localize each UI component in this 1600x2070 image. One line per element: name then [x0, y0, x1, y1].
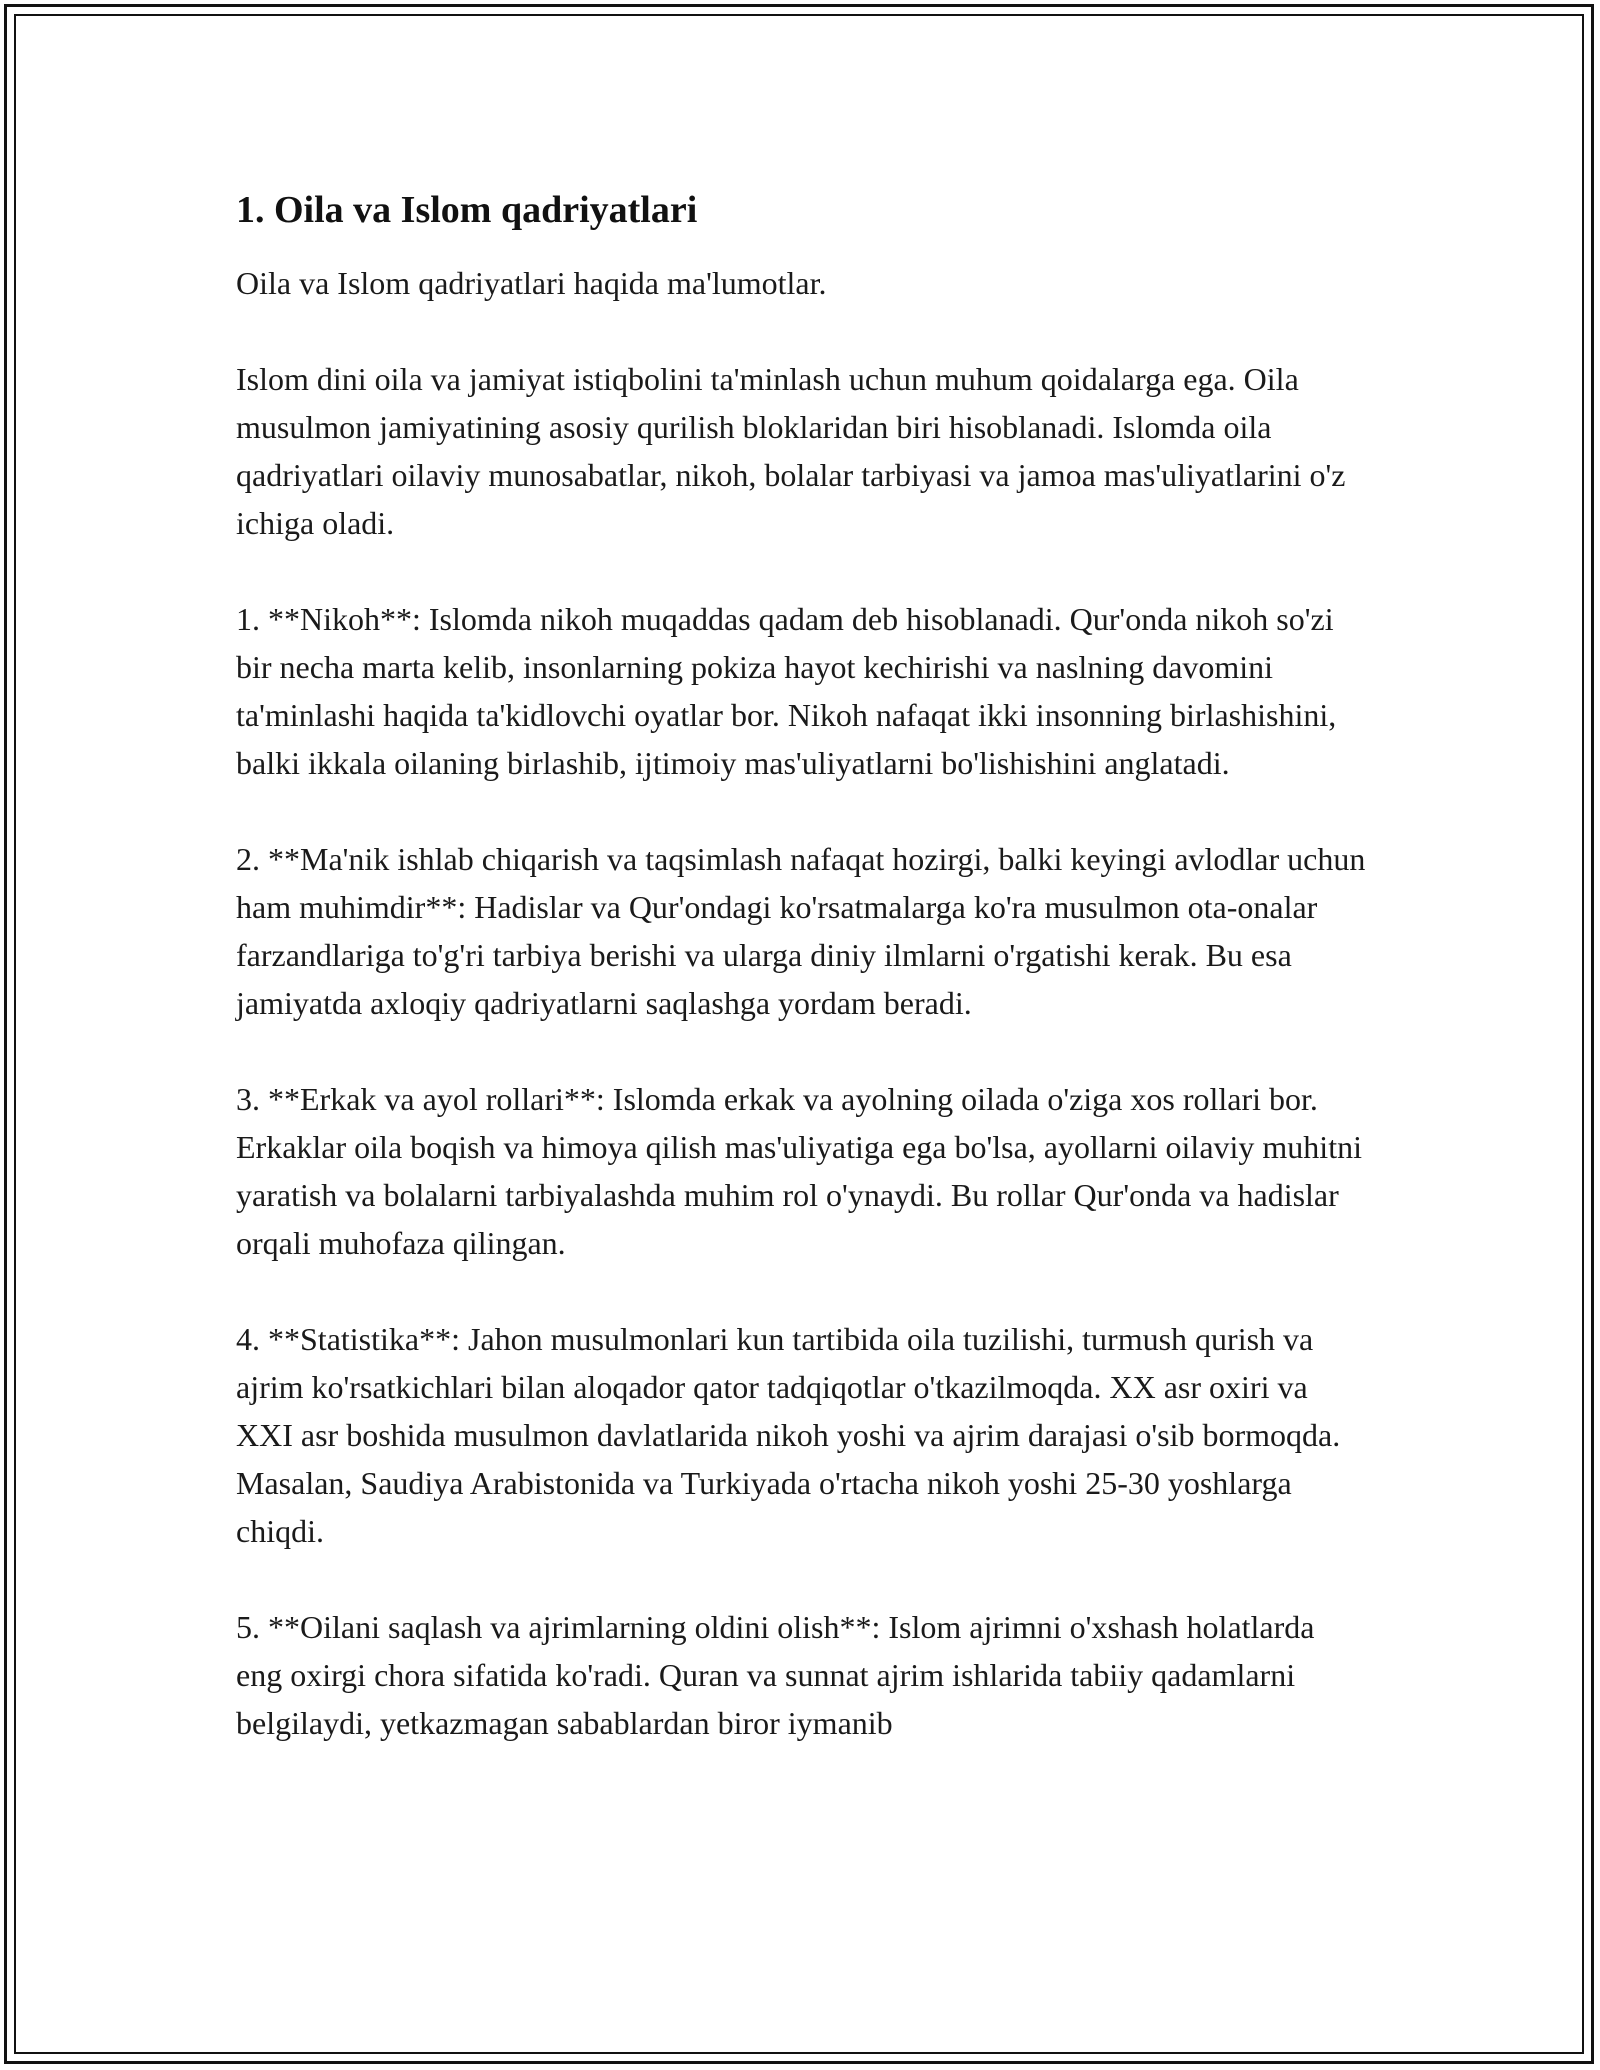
document-subtitle: Oila va Islom qadriyatlari haqida ma'lumotlar. — [236, 265, 827, 302]
intro-paragraph: Islom dini oila va jamiyat istiqbolini ta'minlash uchun muhum qoidalarga ega. Oila musulmon jamiyatining asosiy qurilish bloklaridan biri hisoblanadi. Islomda oila qadriyatlari oilaviy munosabatlar, nikoh, bolalar tarbiyasi va jamoa mas'uliyatlarini o'z ichiga oladi. — [236, 361, 1346, 542]
paragraph-oilani-saqlash: 5. **Oilani saqlash va ajrimlarning oldini olish**: Islom ajrimni o'xshash holatlarda eng oxirgi chora sifatida ko'radi. Quran va sunnat ajrim ishlarida tabiiy qadamlarni belgilaydi, yetkazmagan sabablardan biror iymanib — [236, 1609, 1315, 1742]
paragraph-rollar: 3. **Erkak va ayol rollari**: Islomda erkak va ayolning oilada o'ziga xos rollari bor. Erkaklar oila boqish va himoya qilish mas'uliyatiga ega bo'lsa, ayollarni oilaviy muhitni yaratish va bolalarni tarbiyalashda muhim rol o'ynaydi. Bu rollar Qur'onda va hadislar orqali muhofaza qilingan. — [236, 1081, 1362, 1262]
paragraph-tarbiya: 2. **Ma'nik ishlab chiqarish va taqsimlash nafaqat hozirgi, balki keyingi avlodlar uchun ham muhimdir**: Hadislar va Qur'ondagi ko'rsatmalarga ko'ra musulmon ota-onalar farzandlariga to'g'ri tarbiya berishi va ularga diniy ilmlarni o'rgatishi kerak. Bu esa jamiyatda axloqiy qadriyatlarni saqlashga yordam beradi. — [236, 841, 1366, 1022]
document-body — [236, 186, 1366, 1747]
document-heading: 1. Oila va Islom qadriyatlari — [236, 189, 698, 231]
paragraph-nikoh: 1. **Nikoh**: Islomda nikoh muqaddas qadam deb hisoblanadi. Qur'onda nikoh so'zi bir necha marta kelib, insonlarning pokiza hayot kechirishi va naslning davomini ta'minlashi haqida ta'kidlovchi oyatlar bor. Nikoh nafaqat ikki insonning birlashishini, balki ikkala oilaning birlashib, ijtimoiy mas'uliyatlarni bo'lishishini anglatadi. — [236, 601, 1337, 782]
paragraph-statistika: 4. **Statistika**: Jahon musulmonlari kun tartibida oila tuzilishi, turmush qurish va ajrim ko'rsatkichlari bilan aloqador qator tadqiqotlar o'tkazilmoqda. XX asr oxiri va XXI asr boshida musulmon davlatlarida nikoh yoshi va ajrim darajasi o'sib bormoqda. Masalan, Saudiya Arabistonida va Turkiyada o'rtacha nikoh yoshi 25-30 yoshlarga chiqdi. — [236, 1321, 1341, 1550]
